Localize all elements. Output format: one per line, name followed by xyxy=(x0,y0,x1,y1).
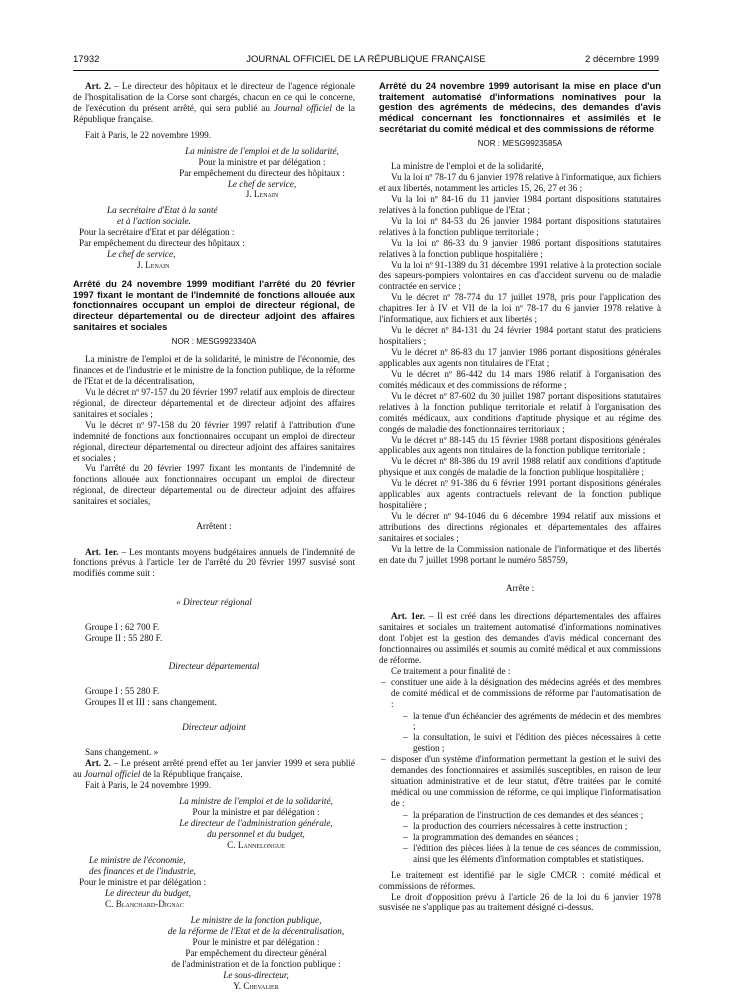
finalite-intro: Ce traitement a pour finalité de : xyxy=(391,665,511,676)
visa-intro: La ministre de l'emploi et de la solidarité, le ministre de l'économie, des finances et de l'industrie et le ministre de la fonction publique, de la réforme de l'Etat et de la décentralisation, xyxy=(73,354,355,386)
article-2-paragraph: Art. 2. – Le directeur des hôpitaux et le directeur de l'agence régionale de l'hospitalisation de la Corse sont chargés, chacun en ce qui le concerne, de l'exécution du présent arrêté, qui sera publié au Journal officiel de la République française. xyxy=(73,81,356,124)
list-item: – la consultation, le suivi et l'édition des pièces nécessaires à cette gestion ; xyxy=(391,732,661,754)
list-item: – la production des courriers nécessaires à cette instruction ; xyxy=(391,821,661,832)
section-heading: Directeur départemental xyxy=(168,660,260,671)
signature-block: La ministre de l'emploi et de la solidarité, Pour la ministre et par délégation : Le directeur de l'administration générale, du personnel et du budget, C. Lannelongue xyxy=(157,796,355,851)
visa: Vu le décret nº 88-145 du 15 février 1988 portant dispositions générales applicables aux agents non titulaires de la fonction publique territoriale ; xyxy=(379,434,661,456)
paragraph: Le traitement est identifié par le sigle CMCR : comité médical et commissions de réformes. xyxy=(379,869,661,891)
signature-block: La secrétaire d'Etat à la santé et à l'action sociale. Pour la secrétaire d'Etat et par délégation : Par empêchement du directeur des hôpitaux : Le chef de service, J. Lenain xyxy=(79,205,355,271)
list-item: – constituer une aide à la désignation des médecins agréés et des membres de comité médical et de commissions de réforme par l'automatisation de : – la tenue d'un échéancier des agréments de médecin et des membres ; – la consultation, le suivi et l'édition des pièces nécessaires à cette gestion ; xyxy=(379,677,661,755)
list-item: – la préparation de l'instruction de ces demandes et des séances ; xyxy=(391,810,661,821)
visa-intro: La ministre de l'emploi et de la solidarité, xyxy=(391,161,544,172)
page-number: 17932 xyxy=(73,54,100,65)
signatory-name: J. Lenain xyxy=(137,260,170,271)
article-1-paragraph: Art. 1er. – Il est créé dans les directions départementales des affaires sanitaires et sociales un traitement automatisé d'informations nominatives dont l'objet est la gestion des demandes d'avis médical concernant des fonctionnaires ou assimilés et soumis au comité médical et aux commissions de réforme. xyxy=(379,611,661,665)
signatory-name: C. Lannelongue xyxy=(227,839,285,850)
list-item: – disposer d'un système d'information permettant la gestion et le suivi des demandes des fonctionnaires et assimilés susceptibles, en raison de leur situation administrative et de leur statut, d'être traitées par le comité médical ou une commission de réforme, ce qui implique l'informatisation de : – la préparation de l'instruction de ces demandes et des séances ; – la production des courriers nécessaires à cette instruction ; – la programmation des demandes en séances ; – l'édition des pièces liées à la tenue de ces séances de commission, ainsi que les éléments d'information comptables et statistiques. xyxy=(379,754,661,864)
nor-reference: NOR : MESG9923340A xyxy=(171,336,257,346)
visa: Vu le décret nº 86-442 du 14 mars 1986 relatif à l'organisation des comités médicaux et des commissions de réforme ; xyxy=(379,368,661,390)
signature-block: Le ministre de l'économie, des finances et de l'industrie, Pour le ministre et par délégation : Le directeur du budget, C. Blanchard-Dignac xyxy=(79,855,355,910)
arrete-heading: Arrête : xyxy=(505,582,535,593)
article-1-paragraph: Art. 1er. – Les montants moyens budgétaires annuels de l'indemnité de fonctions prévus à l'article 1er de l'arrêté du 20 février 1997 susvisé sont modifiés comme suit : xyxy=(73,546,355,579)
page-header xyxy=(73,54,659,66)
visa: Vu le décret nº 78-774 du 17 juillet 1978, pris pour l'application des chapitres Ier à IV et VII de la loi nº 78-17 du 6 janvier 1978 relative à l'informatique, aux fichiers et aux libertés ; xyxy=(379,292,661,325)
group-line: Groupe I : 62 700 F. xyxy=(85,621,160,632)
sans-changement: Sans changement. » xyxy=(85,747,159,758)
arrete-title: Arrêté du 24 novembre 1999 autorisant la mise en place d'un traitement automatisé d'informations nominatives pour la gestion des agréments de médecins, des demandes d'avis médical concernant les fonctionnaires et assimilés et le secrétariat du comité médical et des commissions de réforme xyxy=(379,80,661,134)
visa: Vu le décret nº 97-158 du 20 février 1997 relatif à l'attribution d'une indemnité de fonctions aux fonctionnaires occupant un emploi de directeur régional, directeur départemental ou directeur adjoint des affaires sanitaires et sociales ; xyxy=(73,419,355,463)
group-line: Groupe I : 55 280 F. xyxy=(85,685,160,696)
article-2-paragraph: Art. 2. – Le présent arrêté prend effet au 1er janvier 1999 et sera publié au Journal officiel de la République française. xyxy=(73,757,355,779)
issue-date: 2 décembre 1999 xyxy=(585,54,659,65)
fait-a-paris: Fait à Paris, le 22 novembre 1999. xyxy=(85,129,212,140)
section-heading: Directeur adjoint xyxy=(182,721,246,732)
visa: Vu la lettre de la Commission nationale de l'informatique et des libertés en date du 7 juillet 1998 portant le numéro 585759, xyxy=(379,543,661,565)
arrete-title: Arrêté du 24 novembre 1999 modifiant l'arrêté du 20 février 1997 fixant le montant de l'indemnité de fonctions allouée aux fonctionnaires occupant un emploi de directeur régional, de directeur départemental ou de directeur adjoint des affaires sanitaires et sociales xyxy=(73,278,355,332)
list-item: – l'édition des pièces liées à la tenue de ces séances de commission, ainsi que les éléments d'information comptables et statistiques. xyxy=(391,843,661,865)
visa: Vu l'arrêté du 20 février 1997 fixant les montants de l'indemnité de fonctions allouée aux fonctionnaires occupant un emploi de directeur régional, de directeur départemental ou de directeur adjoint des affaires sanitaires et sociales, xyxy=(73,463,355,507)
journal-title: JOURNAL OFFICIEL DE LA RÉPUBLIQUE FRANÇAISE xyxy=(246,54,486,65)
group-line: Groupe II : 55 280 F. xyxy=(85,632,163,643)
signature-block: Le ministre de la fonction publique, de la réforme de l'Etat et de la décentralisation, Pour le ministre et par délégation : Par empêchement du directeur général de l'administration et de la fonction publique : Le sous-directeur, Y. Chevalier xyxy=(157,915,355,992)
arretent-heading: Arrêtent : xyxy=(196,521,232,532)
visa: Vu le décret nº 86-83 du 17 janvier 1986 portant dispositions générales applicables aux agents non titulaires de l'Etat ; xyxy=(379,347,661,368)
list-item: – la tenue d'un échéancier des agréments de médecin et des membres ; xyxy=(391,711,661,733)
visa: Vu le décret nº 87-602 du 30 juillet 1987 portant dispositions statutaires relatives à la fonction publique territoriale et relatif à l'organisation des comités médicaux, aux conditions d'aptitude physique et au régime des congés de maladie des fonctionnaires territoriaux ; xyxy=(379,390,661,434)
visa: Vu le décret nº 88-386 du 19 avril 1988 relatif aux conditions d'aptitude physique et aux congés de maladie de la fonction publique hospitalière ; xyxy=(379,456,661,478)
visa: Vu le décret nº 91-386 du 6 février 1991 portant dispositions générales applicables aux agents contractuels relevant de la fonction publique hospitalière ; xyxy=(379,478,661,511)
group-line: Groupes II et III : sans changement. xyxy=(85,696,217,707)
section-heading: « Directeur régional xyxy=(176,596,252,607)
visa: Vu le décret nº 97-157 du 20 février 1997 relatif aux emplois de directeur régional, de directeur départemental et de directeur adjoint des affaires sanitaires et sociales ; xyxy=(73,386,355,419)
visa: Vu la loi nº 91-1389 du 31 décembre 1991 relative à la protection sociale des sapeurs-pompiers volontaires en cas d'accident survenu ou de maladie contractée en service ; xyxy=(379,259,661,292)
signatory-name: Y. Chevalier xyxy=(233,980,279,991)
signatory-name: C. Blanchard-Dignac xyxy=(105,899,184,910)
visa: Vu la loi nº 84-16 du 11 janvier 1984 portant dispositions statutaires relatives à la fonction publique de l'Etat ; xyxy=(379,193,661,215)
visa: Vu la loi nº 78-17 du 6 janvier 1978 relative à l'informatique, aux fichiers et aux libertés, notamment les articles 15, 26, 27 et 36 ; xyxy=(379,172,661,193)
nor-reference: NOR : MESG9923585A xyxy=(477,138,563,148)
list-item: – la programmation des demandes en séances ; xyxy=(391,832,661,843)
signature-block: La ministre de l'emploi et de la solidarité, Pour la ministre et par délégation : Par empêchement du directeur des hôpitaux : Le chef de service, J. Lenain xyxy=(169,146,355,201)
left-column xyxy=(73,81,355,992)
visa: Vu le décret nº 94-1046 du 6 décembre 1994 relatif aux missions et attributions des directions régionales et départementales des affaires sanitaires et sociales ; xyxy=(379,511,661,543)
fait-a-paris: Fait à Paris, le 24 novembre 1999. xyxy=(85,779,212,790)
visa-list xyxy=(379,172,661,566)
visa: Vu la loi nº 84-53 du 26 janvier 1984 portant dispositions statutaires relatives à la fonction publique territoriale ; xyxy=(379,215,661,237)
paragraph: Le droit d'opposition prévu à l'article 26 de la loi du 6 janvier 1978 susvisée ne s'applique pas au traitement désigné ci-dessus. xyxy=(379,891,661,913)
visa: Vu le décret nº 84-131 du 24 février 1984 portant statut des praticiens hospitaliers ; xyxy=(379,325,661,347)
header-rule xyxy=(73,70,659,71)
visa: Vu la loi nº 86-33 du 9 janvier 1986 portant dispositions statutaires relatives à la fonction publique hospitalière ; xyxy=(379,237,661,259)
signatory-name: J. Lenain xyxy=(245,189,279,200)
finalite-list xyxy=(379,677,661,865)
right-column xyxy=(379,81,661,913)
